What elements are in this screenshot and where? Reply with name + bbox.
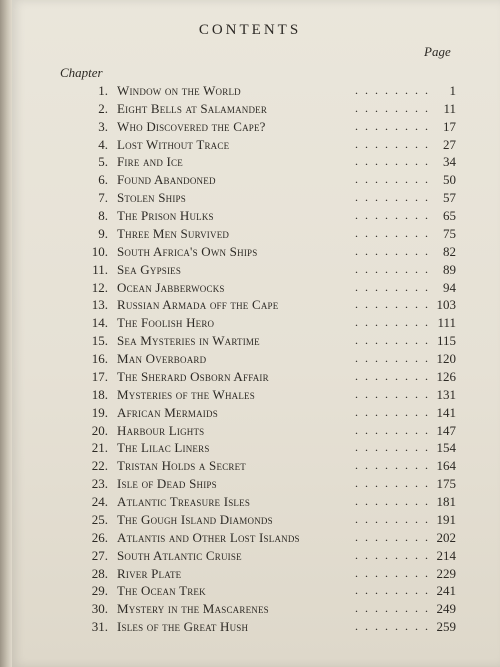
page-number: 141 (436, 404, 456, 420)
dot-leader: . . . . . . . . (355, 386, 430, 401)
chapter-number: 24. (91, 494, 108, 509)
table-of-contents (0, 64, 500, 636)
dot-leader: . . . . . . . . (355, 136, 430, 151)
chapter-number: 15. (91, 333, 108, 349)
chapter-title: Three Men Survived (117, 225, 230, 241)
toc-entry (0, 243, 500, 261)
page-number: 181 (436, 494, 456, 509)
chapter-title: The Ocean Trek (117, 583, 206, 599)
dot-leader: . . . . . . . . (355, 601, 430, 616)
chapter-number: 17. (91, 368, 108, 384)
dot-leader: . . . . . . . . (355, 333, 430, 348)
chapter-title: Eight Bells at Salamander (117, 100, 268, 116)
page-number: 191 (436, 511, 456, 527)
toc-entry (0, 386, 500, 404)
page-number: 27 (443, 136, 456, 152)
page-number: 175 (436, 476, 456, 492)
page-number: 82 (443, 243, 456, 259)
chapter-number: 11. (92, 261, 108, 277)
chapter-title: Mystery in the Mascarenes (117, 601, 269, 617)
page-number: 120 (436, 351, 456, 366)
dot-leader: . . . . . . . . (355, 208, 430, 222)
chapter-title: Found Abandoned (117, 172, 216, 188)
chapter-number: 20. (91, 422, 108, 438)
chapter-number: 7. (98, 190, 108, 206)
chapter-title: Window on the World (117, 82, 241, 98)
toc-entry (0, 368, 500, 386)
page-column-header: Page (424, 44, 451, 59)
page-number: 57 (443, 190, 456, 206)
toc-entry (0, 457, 500, 475)
toc-entry (0, 100, 500, 118)
toc-entry (0, 439, 500, 457)
chapter-title: Fire and Ice (117, 154, 183, 170)
page-number: 11 (443, 100, 456, 116)
page-number: 202 (436, 529, 456, 545)
page-number: 1 (449, 82, 456, 98)
dot-leader: . . . . . . . . (355, 351, 430, 365)
contents-heading: CONTENTS (198, 22, 302, 38)
dot-leader: . . . . . . . . (355, 225, 430, 240)
toc-entry (0, 136, 500, 154)
chapter-number: 4. (98, 136, 108, 152)
dot-leader: . . . . . . . . (355, 440, 430, 455)
dot-leader: . . . . . . . . (355, 422, 430, 437)
chapter-number: 29. (91, 583, 108, 599)
chapter-header-row (0, 64, 500, 82)
chapter-number: 22. (91, 458, 108, 474)
chapter-title: Who Discovered the Cape? (117, 118, 266, 134)
dot-leader: . . . . . . . . (355, 100, 430, 115)
toc-entry (0, 207, 500, 225)
chapter-number: 25. (91, 511, 108, 527)
chapter-number: 26. (91, 529, 108, 545)
chapter-number: 9. (98, 225, 108, 241)
toc-entry (0, 171, 500, 189)
page-number: 115 (436, 333, 456, 349)
chapter-title: Harbour Lights (117, 422, 205, 438)
dot-leader: . . . . . . . . (355, 368, 430, 383)
page-number: 94 (443, 279, 456, 295)
page-number: 154 (436, 440, 456, 456)
dot-leader: . . . . . . . . (355, 261, 430, 276)
dot-leader: . . . . . . . . (355, 243, 430, 258)
toc-entry (0, 404, 500, 422)
chapter-number: 2. (98, 100, 108, 116)
page-number: 147 (436, 422, 456, 438)
chapter-column-header: Chapter (60, 65, 103, 80)
toc-entry (0, 261, 500, 279)
chapter-title: The Prison Hulks (117, 208, 214, 223)
dot-leader: . . . . . . . . (355, 511, 430, 526)
toc-entry (0, 296, 500, 314)
dot-leader: . . . . . . . . (355, 529, 430, 544)
chapter-title: South Atlantic Cruise (117, 547, 242, 563)
chapter-title: Stolen Ships (117, 190, 186, 206)
chapter-number: 18. (91, 386, 108, 402)
page-number: 17 (443, 118, 456, 134)
page-number: 111 (437, 315, 456, 331)
toc-entry (0, 279, 500, 297)
page-number: 214 (436, 547, 456, 563)
chapter-number: 6. (98, 172, 108, 188)
page-number: 75 (443, 225, 456, 241)
chapter-number: 3. (98, 118, 108, 134)
chapter-number: 12. (91, 279, 108, 295)
page-number: 259 (436, 619, 456, 635)
chapter-title: River Plate (117, 565, 182, 581)
toc-entry (0, 82, 500, 100)
page-number: 89 (443, 261, 456, 277)
chapter-title: Sea Mysteries in Wartime (117, 333, 260, 349)
toc-entry (0, 529, 500, 547)
chapter-title: The Lilac Liners (117, 440, 210, 456)
dot-leader: . . . . . . . . (355, 172, 430, 187)
toc-entry (0, 153, 500, 171)
toc-entry (0, 314, 500, 332)
dot-leader: . . . . . . . . (355, 82, 430, 97)
page-number: 50 (443, 172, 456, 188)
toc-entry (0, 600, 500, 618)
page-number: 249 (436, 601, 456, 617)
page-number: 241 (436, 583, 456, 599)
chapter-title: Isle of Dead Ships (117, 476, 217, 492)
dot-leader: . . . . . . . . (355, 279, 430, 294)
toc-entry (0, 422, 500, 440)
dot-leader: . . . . . . . . (355, 494, 430, 508)
page-number: 103 (436, 297, 456, 313)
toc-entry (0, 225, 500, 243)
page-number: 126 (436, 368, 456, 384)
chapter-title: Atlantic Treasure Isles (117, 494, 251, 509)
toc-entry (0, 547, 500, 565)
chapter-title: Ocean Jabberwocks (117, 279, 225, 295)
chapter-number: 1. (98, 82, 108, 98)
dot-leader: . . . . . . . . (355, 297, 430, 312)
toc-entry (0, 189, 500, 207)
dot-leader: . . . . . . . . (355, 404, 430, 419)
dot-leader: . . . . . . . . (355, 619, 430, 634)
chapter-number: 10. (91, 243, 108, 259)
dot-leader: . . . . . . . . (355, 547, 430, 562)
chapter-number: 16. (91, 351, 108, 366)
chapter-title: Russian Armada off the Cape (117, 297, 279, 313)
chapter-number: 5. (98, 154, 108, 170)
chapter-title: The Sherard Osborn Affair (117, 368, 269, 384)
page-number: 34 (443, 154, 456, 170)
toc-entry (0, 118, 500, 136)
chapter-number: 8. (98, 208, 108, 223)
toc-entry (0, 493, 500, 511)
dot-leader: . . . . . . . . (355, 583, 430, 598)
toc-entry (0, 565, 500, 583)
chapter-number: 27. (91, 547, 108, 563)
chapter-number: 30. (91, 601, 108, 617)
chapter-title: African Mermaids (117, 404, 218, 420)
page-number: 229 (436, 565, 456, 581)
chapter-number: 13. (91, 297, 108, 313)
page-number: 65 (443, 208, 456, 223)
chapter-number: 14. (91, 315, 108, 331)
dot-leader: . . . . . . . . (355, 315, 430, 330)
chapter-number: 28. (91, 565, 108, 581)
dot-leader: . . . . . . . . (355, 190, 430, 205)
chapter-title: Lost Without Trace (117, 136, 230, 152)
chapter-title: Tristan Holds a Secret (117, 458, 246, 474)
chapter-title: Isles of the Great Hush (117, 619, 249, 635)
toc-entry (0, 618, 500, 636)
chapter-title: The Foolish Hero (117, 315, 215, 331)
toc-entry (0, 475, 500, 493)
dot-leader: . . . . . . . . (355, 154, 430, 169)
chapter-title: Atlantis and Other Lost Islands (117, 529, 300, 545)
chapter-title: The Gough Island Diamonds (117, 511, 273, 527)
chapter-title: Mysteries of the Whales (117, 386, 255, 402)
toc-entry (0, 582, 500, 600)
page-number: 164 (436, 458, 456, 474)
toc-entry (0, 332, 500, 350)
chapter-title: Sea Gypsies (117, 261, 182, 277)
chapter-number: 23. (91, 476, 108, 492)
dot-leader: . . . . . . . . (355, 476, 430, 491)
dot-leader: . . . . . . . . (355, 565, 430, 580)
chapter-title: South Africa's Own Ships (117, 243, 258, 259)
chapter-number: 31. (91, 619, 108, 635)
page-number: 131 (436, 386, 456, 402)
toc-entry (0, 350, 500, 368)
toc-entry (0, 511, 500, 529)
dot-leader: . . . . . . . . (355, 118, 430, 133)
dot-leader: . . . . . . . . (355, 458, 430, 473)
chapter-title: Man Overboard (117, 351, 207, 366)
chapter-number: 19. (91, 404, 108, 420)
chapter-number: 21. (91, 440, 108, 456)
